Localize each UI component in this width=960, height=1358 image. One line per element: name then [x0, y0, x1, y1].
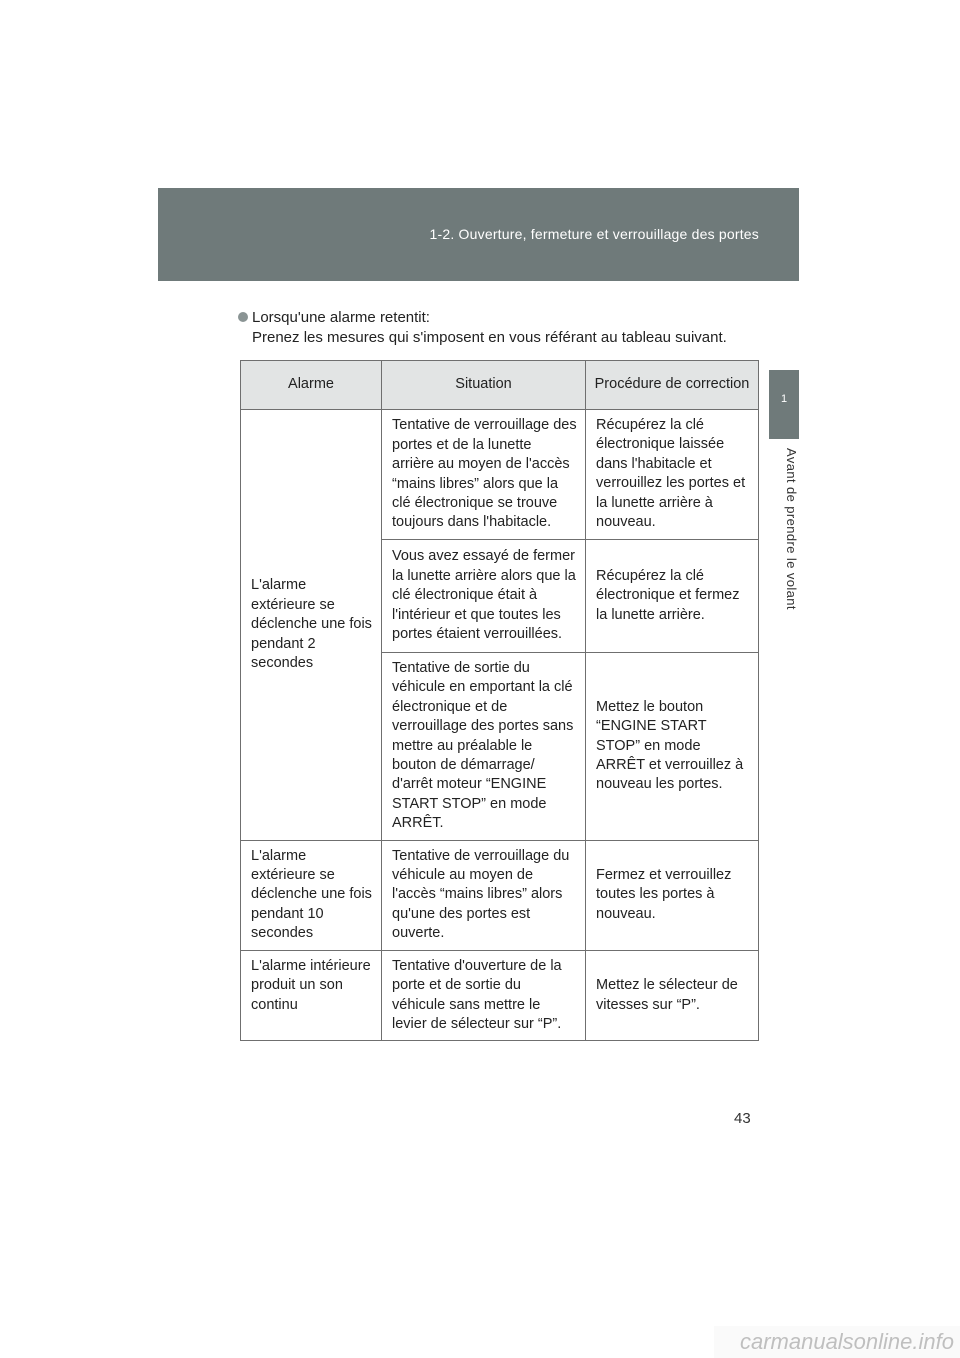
table-header-row: [241, 361, 759, 410]
bullet-icon: [238, 312, 248, 322]
header-situation: Situation: [382, 361, 586, 410]
situation-cell: Tentative d'ouverture de la porte et de sortie du véhicule sans mettre le levier de sélecteur sur “P”.: [382, 950, 586, 1041]
watermark: carmanualsonline.info: [714, 1326, 960, 1358]
situation-cell: Tentative de verrouillage du véhicule au moyen de l'accès “mains libres” alors qu'une des portes est ouverte.: [382, 840, 586, 950]
correction-cell: Mettez le sélecteur de vitesses sur “P”.: [586, 950, 759, 1041]
table-row: [241, 840, 759, 950]
section-header: [158, 188, 799, 281]
situation-cell: Tentative de verrouillage des portes et de la lunette arrière au moyen de l'accès “mains libres” alors que la clé électronique se trouve toujours dans l'habitacle.: [382, 410, 586, 540]
correction-cell: Fermez et verrouillez toutes les portes à nouveau.: [586, 840, 759, 950]
table-row: [241, 950, 759, 1041]
situation-cell: Vous avez essayé de fermer la lunette arrière alors que la clé électronique était à l'intérieur et que toutes les portes étaient verrouillées.: [382, 540, 586, 653]
alarm-cell: L'alarme extérieure se déclenche une fois pendant 10 secondes: [241, 840, 382, 950]
header-correction: Procédure de correction: [586, 361, 759, 410]
correction-cell: Mettez le bouton “ENGINE START STOP” en mode ARRÊT et verrouillez à nouveau les portes.: [586, 653, 759, 841]
intro-text: Prenez les mesures qui s'imposent en vous référant au tableau suivant.: [252, 329, 727, 346]
section-title: 1-2. Ouverture, fermeture et verrouillage des portes: [429, 226, 759, 242]
table-row: [241, 410, 759, 540]
page-number: 43: [734, 1110, 751, 1127]
chapter-number: 1: [780, 393, 788, 405]
correction-cell: Récupérez la clé électronique laissée dans l'habitacle et verrouillez les portes et la lunette arrière à nouveau.: [586, 410, 759, 540]
intro-paragraph: [238, 308, 778, 348]
correction-cell: Récupérez la clé électronique et fermez la lunette arrière.: [586, 540, 759, 653]
situation-cell: Tentative de sortie du véhicule en emportant la clé électronique et de verrouillage des portes sans mettre au préalable le bouton de démarrage/ d'arrêt moteur “ENGINE START STOP” en mode ARRÊT.: [382, 653, 586, 841]
header-alarm: Alarme: [241, 361, 382, 410]
alarm-cell: L'alarme intérieure produit un son continu: [241, 950, 382, 1041]
alarm-table: [240, 360, 759, 1041]
intro-heading: Lorsqu'une alarme retentit:: [252, 309, 430, 326]
alarm-cell: L'alarme extérieure se déclenche une fois pendant 2 secondes: [241, 410, 382, 841]
chapter-tab: [769, 370, 799, 439]
chapter-label: Avant de prendre le volant: [784, 448, 799, 610]
